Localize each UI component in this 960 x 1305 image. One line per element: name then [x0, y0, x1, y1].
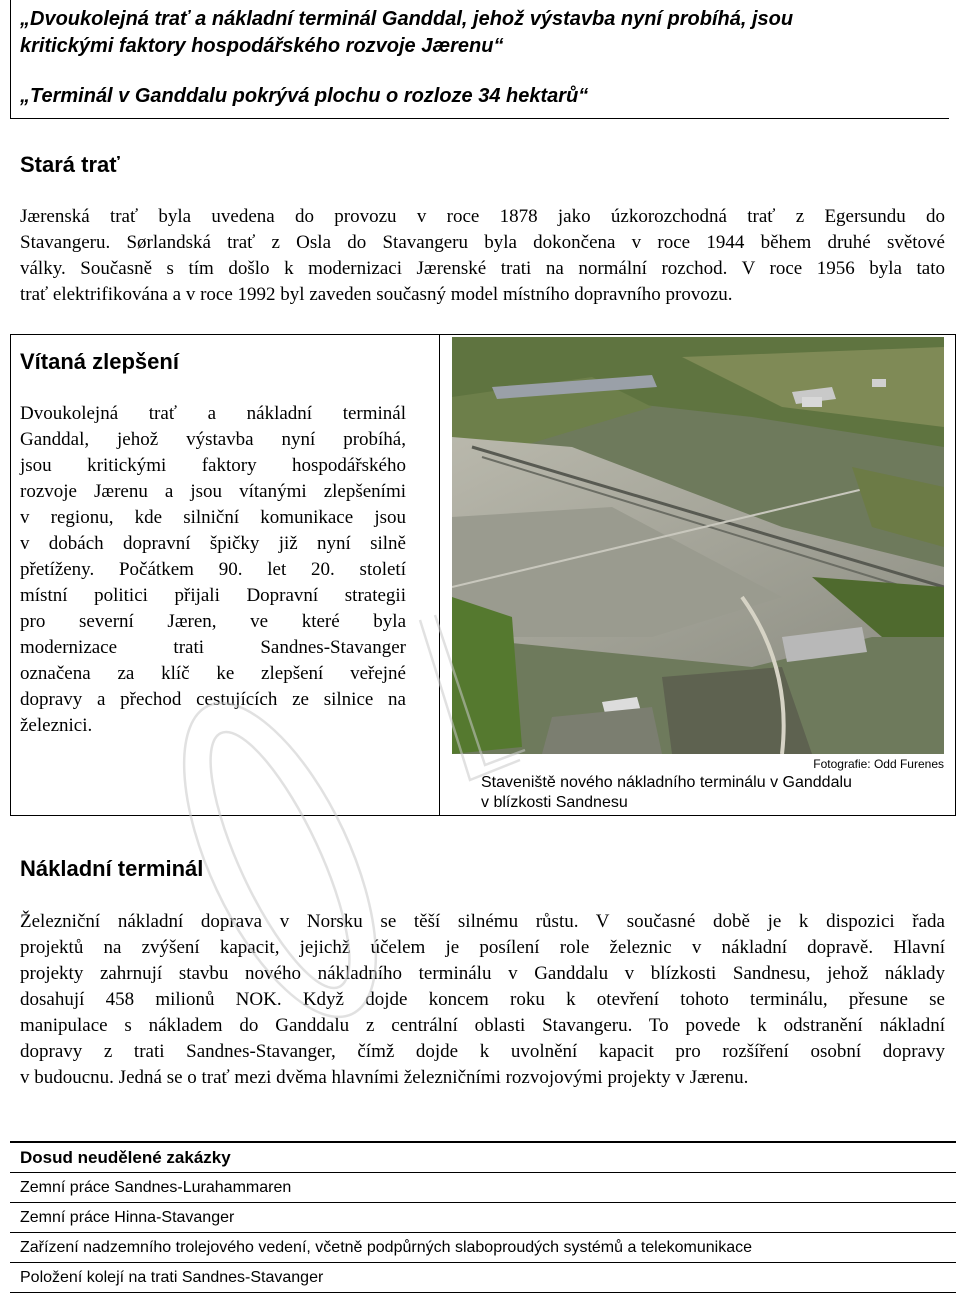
- paragraph-old-track: [20, 204, 945, 308]
- contracts-table-row: Položení kolejí na trati Sandnes-Stavanger: [10, 1263, 956, 1293]
- paragraph-line: místní politici přijali Dopravní strategii: [20, 585, 406, 606]
- heading-improvements: Vítaná zlepšení: [20, 349, 179, 374]
- paragraph-line: dopravy z trati Sandnes-Stavanger, čímž dojde k uvolnění kapacit pro rozšíření osobní dopravy: [20, 1041, 945, 1062]
- paragraph-line: dosahují 458 milionů NOK. Když dojde koncem roku k otevření tohoto terminálu, přesune se: [20, 989, 945, 1010]
- paragraph-line: Ganddal, jehož výstavba nyní probíhá,: [20, 429, 406, 450]
- paragraph-line: dopravy a přechod cestujících ze silnice na: [20, 689, 406, 710]
- pull-quote-line: „Dvoukolejná trať a nákladní terminál Ganddal, jehož výstavba nyní probíhá, jsou: [20, 8, 794, 30]
- paragraph-improvements: [20, 401, 406, 739]
- paragraph-freight-terminal: [20, 909, 945, 1091]
- paragraph-line: v regionu, kde silniční komunikace jsou: [20, 507, 406, 528]
- aerial-photo-illustration: [452, 337, 944, 754]
- photo-caption: [481, 773, 921, 813]
- pull-quote-secondary: „Terminál v Ganddalu pokrývá plochu o rozloze 34 hektarů“: [20, 85, 589, 107]
- paragraph-line: války. Současně s tím došlo k modernizaci Jærenské trati na normální rozchod. V roce 1956 byla tato: [20, 258, 945, 279]
- paragraph-line: jsou kritickými faktory hospodářského: [20, 455, 406, 476]
- paragraph-line: rozvoje Jærenu a jsou vítanými zlepšeními: [20, 481, 406, 502]
- paragraph-line: přetíženy. Počátkem 90. let 20. století: [20, 559, 406, 580]
- contracts-table-header: Dosud neudělené zakázky: [10, 1143, 956, 1173]
- paragraph-line: Stavangeru. Sørlandská trať z Osla do Stavangeru byla dokončena v roce 1944 během druhé světové: [20, 232, 945, 253]
- heading-old-track: Stará trať: [20, 152, 120, 177]
- paragraph-line: projekty zahrnují stavbu nového nákladního terminálu v Ganddalu v blízkosti Sandnesu, jehož náklady: [20, 963, 945, 984]
- heading-freight-terminal: Nákladní terminál: [20, 856, 204, 881]
- feature-box-divider: [439, 334, 440, 816]
- paragraph-line: Jærenská trať byla uvedena do provozu v roce 1878 jako úzkorozchodná trať z Egersundu do: [20, 206, 945, 227]
- pull-quote-main: [20, 6, 950, 60]
- aerial-photo: [452, 337, 944, 754]
- paragraph-line: projektů na zvýšení kapacit, jejichž účelem je posílení role železnic v nákladní dopravě. Hlavní: [20, 937, 945, 958]
- photo-caption-line: Staveniště nového nákladního terminálu v Ganddalu: [481, 774, 852, 791]
- pull-quote-line: kritickými faktory hospodářského rozvoje Jærenu“: [20, 35, 504, 57]
- paragraph-line: Dvoukolejná trať a nákladní terminál: [20, 403, 406, 424]
- paragraph-line: modernizace trati Sandnes-Stavanger: [20, 637, 406, 658]
- contracts-table: [10, 1141, 956, 1293]
- paragraph-line: manipulace s nákladem do Ganddalu z centrální oblasti Stavangeru. To povede k odstranění nákladní: [20, 1015, 945, 1036]
- paragraph-line: Železniční nákladní doprava v Norsku se těší silnému růstu. V současné době je k dispozici řada: [20, 911, 945, 932]
- paragraph-line: železnici.: [20, 715, 93, 736]
- paragraph-line: v dobách dopravní špičky již nyní silně: [20, 533, 406, 554]
- paragraph-line: v budoucnu. Jedná se o trať mezi dvěma hlavními železničními rozvojovými projekty v Jærenu.: [20, 1067, 749, 1088]
- paragraph-line: označena za klíč ke zlepšení veřejné: [20, 663, 406, 684]
- contracts-table-row: Zařízení nadzemního trolejového vedení, včetně podpůrných slaboproudých systémů a telekomunikace: [10, 1233, 956, 1263]
- photo-credit: Fotografie: Odd Furenes: [813, 757, 944, 771]
- photo-caption-line: v blízkosti Sandnesu: [481, 794, 628, 811]
- paragraph-line: pro severní Jæren, ve které byla: [20, 611, 406, 632]
- contracts-table-row: Zemní práce Sandnes-Lurahammaren: [10, 1173, 956, 1203]
- contracts-table-row: Zemní práce Hinna-Stavanger: [10, 1203, 956, 1233]
- paragraph-line: trať elektrifikována a v roce 1992 byl zaveden současný model místního dopravního provozu.: [20, 284, 733, 305]
